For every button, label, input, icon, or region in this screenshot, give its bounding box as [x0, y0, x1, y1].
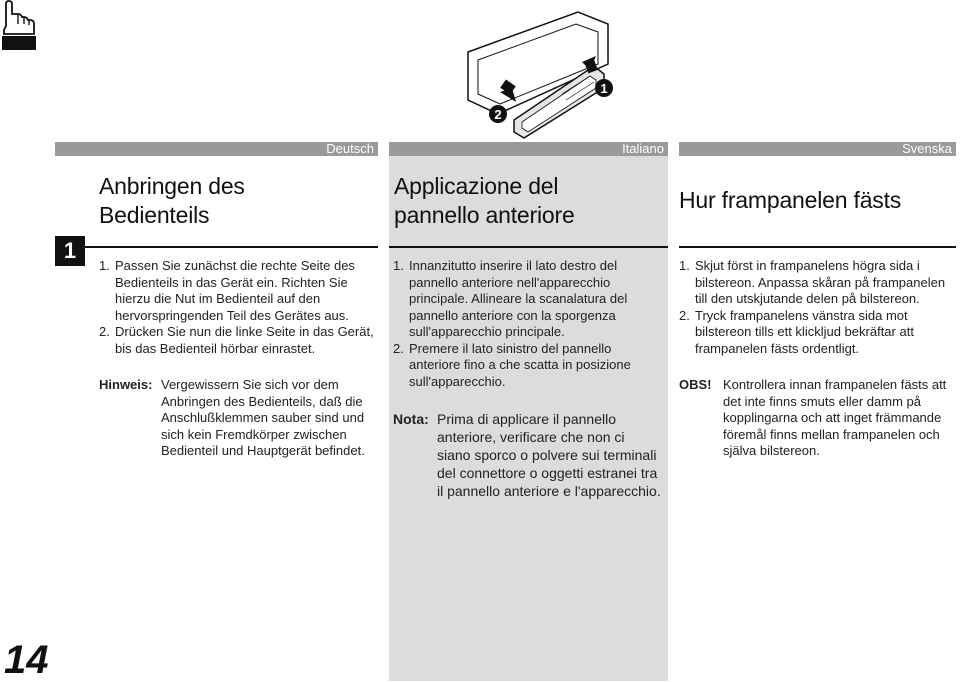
note-label: Hinweis: — [99, 377, 153, 392]
body-deutsch — [99, 258, 379, 460]
rule-italiano — [389, 246, 668, 248]
step-item — [393, 258, 661, 341]
note-text: Kontrollera innan frampanelen fästs att det inte finns smuts eller damm på kopplingarna och att inget främmande föremål finns mellan frampanelen och själva bilstereon. — [723, 377, 947, 458]
front-panel-illustration — [458, 4, 618, 140]
step-item — [99, 324, 379, 357]
language-label-deutsch: Deutsch — [326, 141, 374, 156]
title-italiano — [394, 172, 664, 230]
language-label-italiano: Italiano — [622, 141, 664, 156]
step-number-badge: 1 — [55, 236, 85, 266]
step-item — [99, 258, 379, 324]
step-text: Innanzitutto inserire il lato destro del pannello anteriore nell'apparecchio principale. Allineare la scanalatura del pannello anteriore con la sporgenza sull'apparecchio principale. — [409, 258, 628, 339]
step-number: 1. — [393, 258, 404, 273]
title-deutsch-line2: Bedienteils — [99, 202, 210, 228]
language-bar-italiano — [389, 142, 668, 156]
rule-deutsch — [55, 246, 378, 248]
step-item — [393, 341, 661, 391]
body-svenska — [679, 258, 956, 460]
step-number: 2. — [679, 307, 690, 323]
pointing-hand-icon — [0, 0, 36, 52]
note-deutsch — [99, 377, 379, 460]
title-svenska — [679, 186, 956, 215]
title-italiano-line1: Applicazione del — [394, 173, 559, 199]
note-label: OBS! — [679, 377, 712, 392]
language-label-svenska: Svenska — [902, 141, 952, 156]
step-text: Passen Sie zunächst die rechte Seite des Bedienteils in das Gerät ein. Richten Sie hierzu die Nut im Bedienteil auf den hervorspringenden Teil des Gerätes aus. — [115, 258, 355, 323]
title-deutsch-line1: Anbringen des — [99, 173, 245, 199]
rule-svenska — [679, 246, 956, 248]
title-svenska-line: Hur frampanelen fästs — [679, 187, 902, 213]
step-number: 1. — [99, 258, 110, 273]
note-label: Nota: — [393, 411, 429, 427]
note-svenska — [679, 377, 956, 460]
callout-1: 1 — [600, 81, 608, 96]
page-number: 14 — [4, 638, 49, 682]
title-italiano-line2: pannello anteriore — [394, 202, 575, 228]
step-text: Drücken Sie nun die linke Seite in das Gerät, bis das Bedienteil hörbar einrastet. — [115, 324, 374, 356]
language-bar-svenska — [679, 142, 956, 156]
language-bar-deutsch — [55, 142, 378, 156]
step-item — [679, 258, 956, 308]
step-text: Tryck frampanelens vänstra sida mot bilstereon tills ett klickljud bekräftar att frampanelen fästs ordentligt. — [695, 307, 914, 356]
step-item — [679, 308, 956, 358]
body-italiano — [393, 258, 661, 500]
note-italiano — [393, 410, 661, 500]
step-number: 2. — [99, 324, 110, 339]
step-number: 1. — [679, 258, 690, 273]
note-text: Prima di applicare il pannello anteriore, verificare che non ci siano sporco o polvere sui terminali del connettore o oggetti estranei tra il pannello anteriore e l'apparecchio. — [437, 411, 661, 499]
step-text: Premere il lato sinistro del pannello anteriore fino a che scatta in posizione sull'apparecchio. — [409, 340, 631, 389]
step-text: Skjut först in frampanelens högra sida i bilstereon. Anpassa skåran på frampanelen till den utskjutande delen på bilstereon. — [695, 258, 946, 306]
step-number: 2. — [393, 340, 404, 356]
callout-2: 2 — [494, 107, 502, 122]
note-text: Vergewissern Sie sich vor dem Anbringen des Bedienteils, daß die Anschlußklemmen sauber sind und sich kein Fremdkörper zwischen Bedienteil und Hauptgerät befindet. — [161, 377, 365, 458]
title-deutsch — [99, 172, 379, 230]
